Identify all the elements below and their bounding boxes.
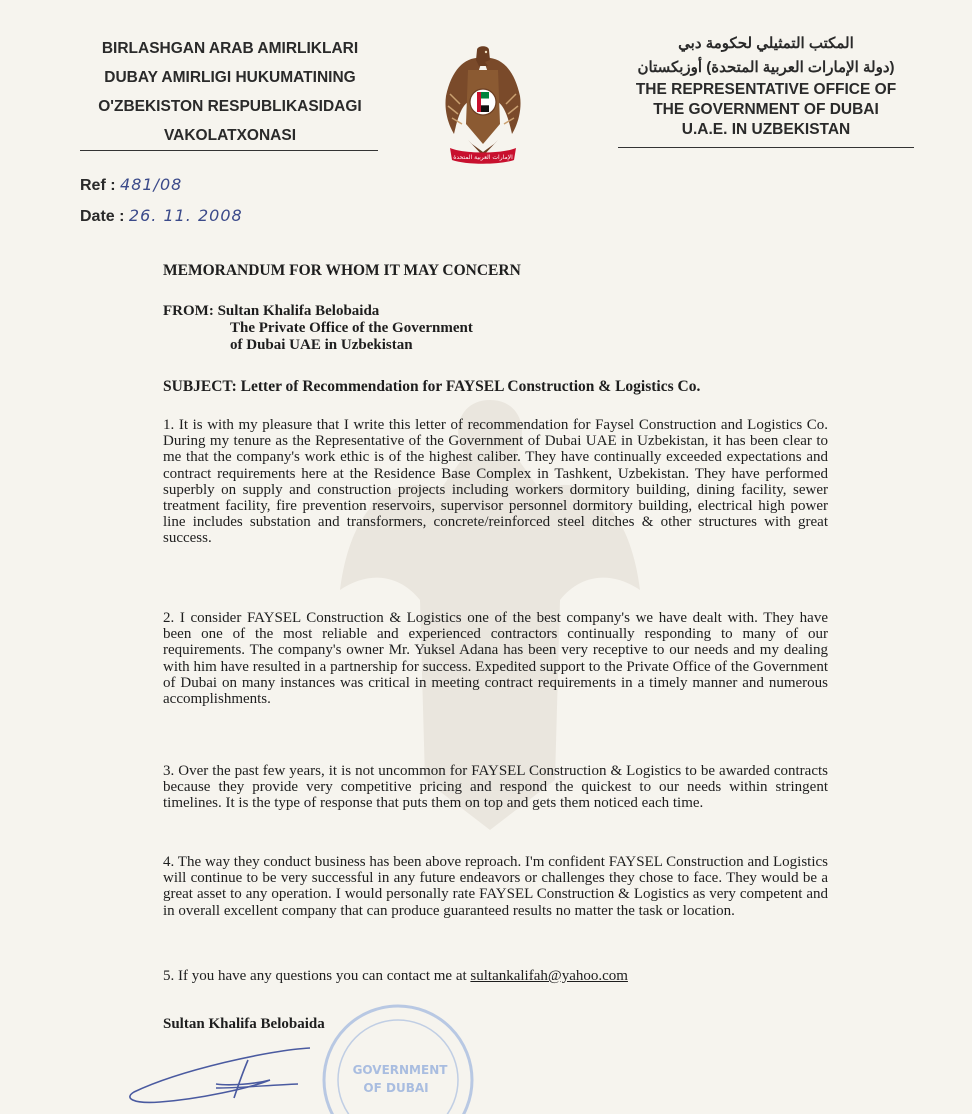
header-left-block [76, 34, 384, 150]
header-left-rule [80, 150, 378, 151]
stamp-text: OF DUBAI [363, 1081, 429, 1095]
date-value: 26. 11. 2008 [128, 206, 243, 225]
date-label: Date : [80, 208, 125, 225]
body-paragraph-2: 2. I consider FAYSEL Construction & Logistics one of the best company's we have dealt with. They have been one of the most reliable and experienced contractors continually responding to many of our requirements. The company's owner Mr. Yuksel Adana has been very receptive to our needs and my dealing with him have resulted in a partnership for success. Expedited support to the Private Office of the Government of Dubai on many instances was critical in meeting contract requirements in a timely manner and numerous accomplishments. [163, 610, 828, 708]
body-paragraph-4: 4. The way they conduct business has been above reproach. I'm confident FAYSEL Construction and Logistics will continue to be very successful in any future endeavors or challenges they chose to face. They would be a great asset to any operation. I would personally rate FAYSEL Construction & Logistics as very competent and in overall excellent company that can produce guaranteed results no matter the task or location. [163, 854, 828, 919]
date-line [80, 206, 243, 226]
from-office-line: of Dubai UAE in Uzbekistan [230, 337, 413, 353]
from-block [163, 303, 473, 354]
header-left-line: O'ZBEKISTON RESPUBLIKASIDAGI [98, 98, 362, 115]
header-right-rule [618, 147, 914, 148]
emblem-scroll-text: الإمارات العربية المتحدة [453, 154, 513, 161]
header-left-line: BIRLASHGAN ARAB AMIRLIKLARI [101, 40, 359, 57]
ref-label: Ref : [80, 177, 116, 194]
header-left-line: VAKOLATXONASI [163, 127, 297, 144]
body-paragraph-1: 1. It is with my pleasure that I write this letter of recommendation for Faysel Construction and Logistics Co. During my tenure as the Representative of the Government of Dubai UAE in Uzbekistan, it has been clear to me that the company's work ethic is of the highest caliber. They have continually exceeded expectations and contract requirements here at the Residence Base Complex in Tashkent, Uzbekistan. They have performed superbly on supply and construction projects including workers dormitory building, dining facility, sewer treatment facility, fire prevention reservoirs, supervisor personnel dormitory building, electrical high power line includes substation and transformers, concrete/reinforced steel ditches & other structures with great success. [163, 417, 828, 547]
header-right-block [612, 32, 920, 140]
contact-text: 5. If you have any questions you can contact me at [163, 968, 467, 984]
from-label: FROM: [163, 303, 214, 319]
header-right-english-line: U.A.E. IN UZBEKISTAN [681, 121, 851, 138]
signer-name: Sultan Khalifa Belobaida [163, 1016, 325, 1032]
header-right-arabic-line: المكتب التمثيلي لحكومة دبي [678, 35, 854, 52]
ref-value: 481/08 [120, 175, 183, 194]
header-left-line: DUBAY AMIRLIGI HUKUMATINING [104, 69, 356, 86]
subject-line: SUBJECT: Letter of Recommendation for FAYSEL Construction & Logistics Co. [163, 378, 701, 395]
memo-title: MEMORANDUM FOR WHOM IT MAY CONCERN [163, 262, 521, 279]
header-right-english-line: THE GOVERNMENT OF DUBAI [653, 101, 879, 118]
contact-paragraph [163, 968, 628, 985]
header-right-english-line: THE REPRESENTATIVE OFFICE OF [635, 81, 897, 98]
stamp-text: GOVERNMENT [352, 1063, 448, 1077]
office-stamp-icon [318, 1000, 478, 1114]
header-right-arabic-line: (دولة الإمارات العربية المتحدة) أوزبكستان [637, 59, 895, 76]
handwritten-signature-icon [120, 1030, 320, 1114]
contact-email-link[interactable]: sultankalifah@yahoo.com [470, 968, 628, 984]
uae-emblem-icon [444, 44, 522, 168]
ref-line [80, 175, 182, 195]
from-name: Sultan Khalifa Belobaida [217, 303, 380, 319]
from-office-line: The Private Office of the Government [230, 320, 473, 336]
body-paragraph-3: 3. Over the past few years, it is not uncommon for FAYSEL Construction & Logistics to be awarded contracts because they provide very competitive pricing and respond the quickest to our needs within stringent timelines. It is the type of response that puts them on top and gets them noticed each time. [163, 763, 828, 812]
